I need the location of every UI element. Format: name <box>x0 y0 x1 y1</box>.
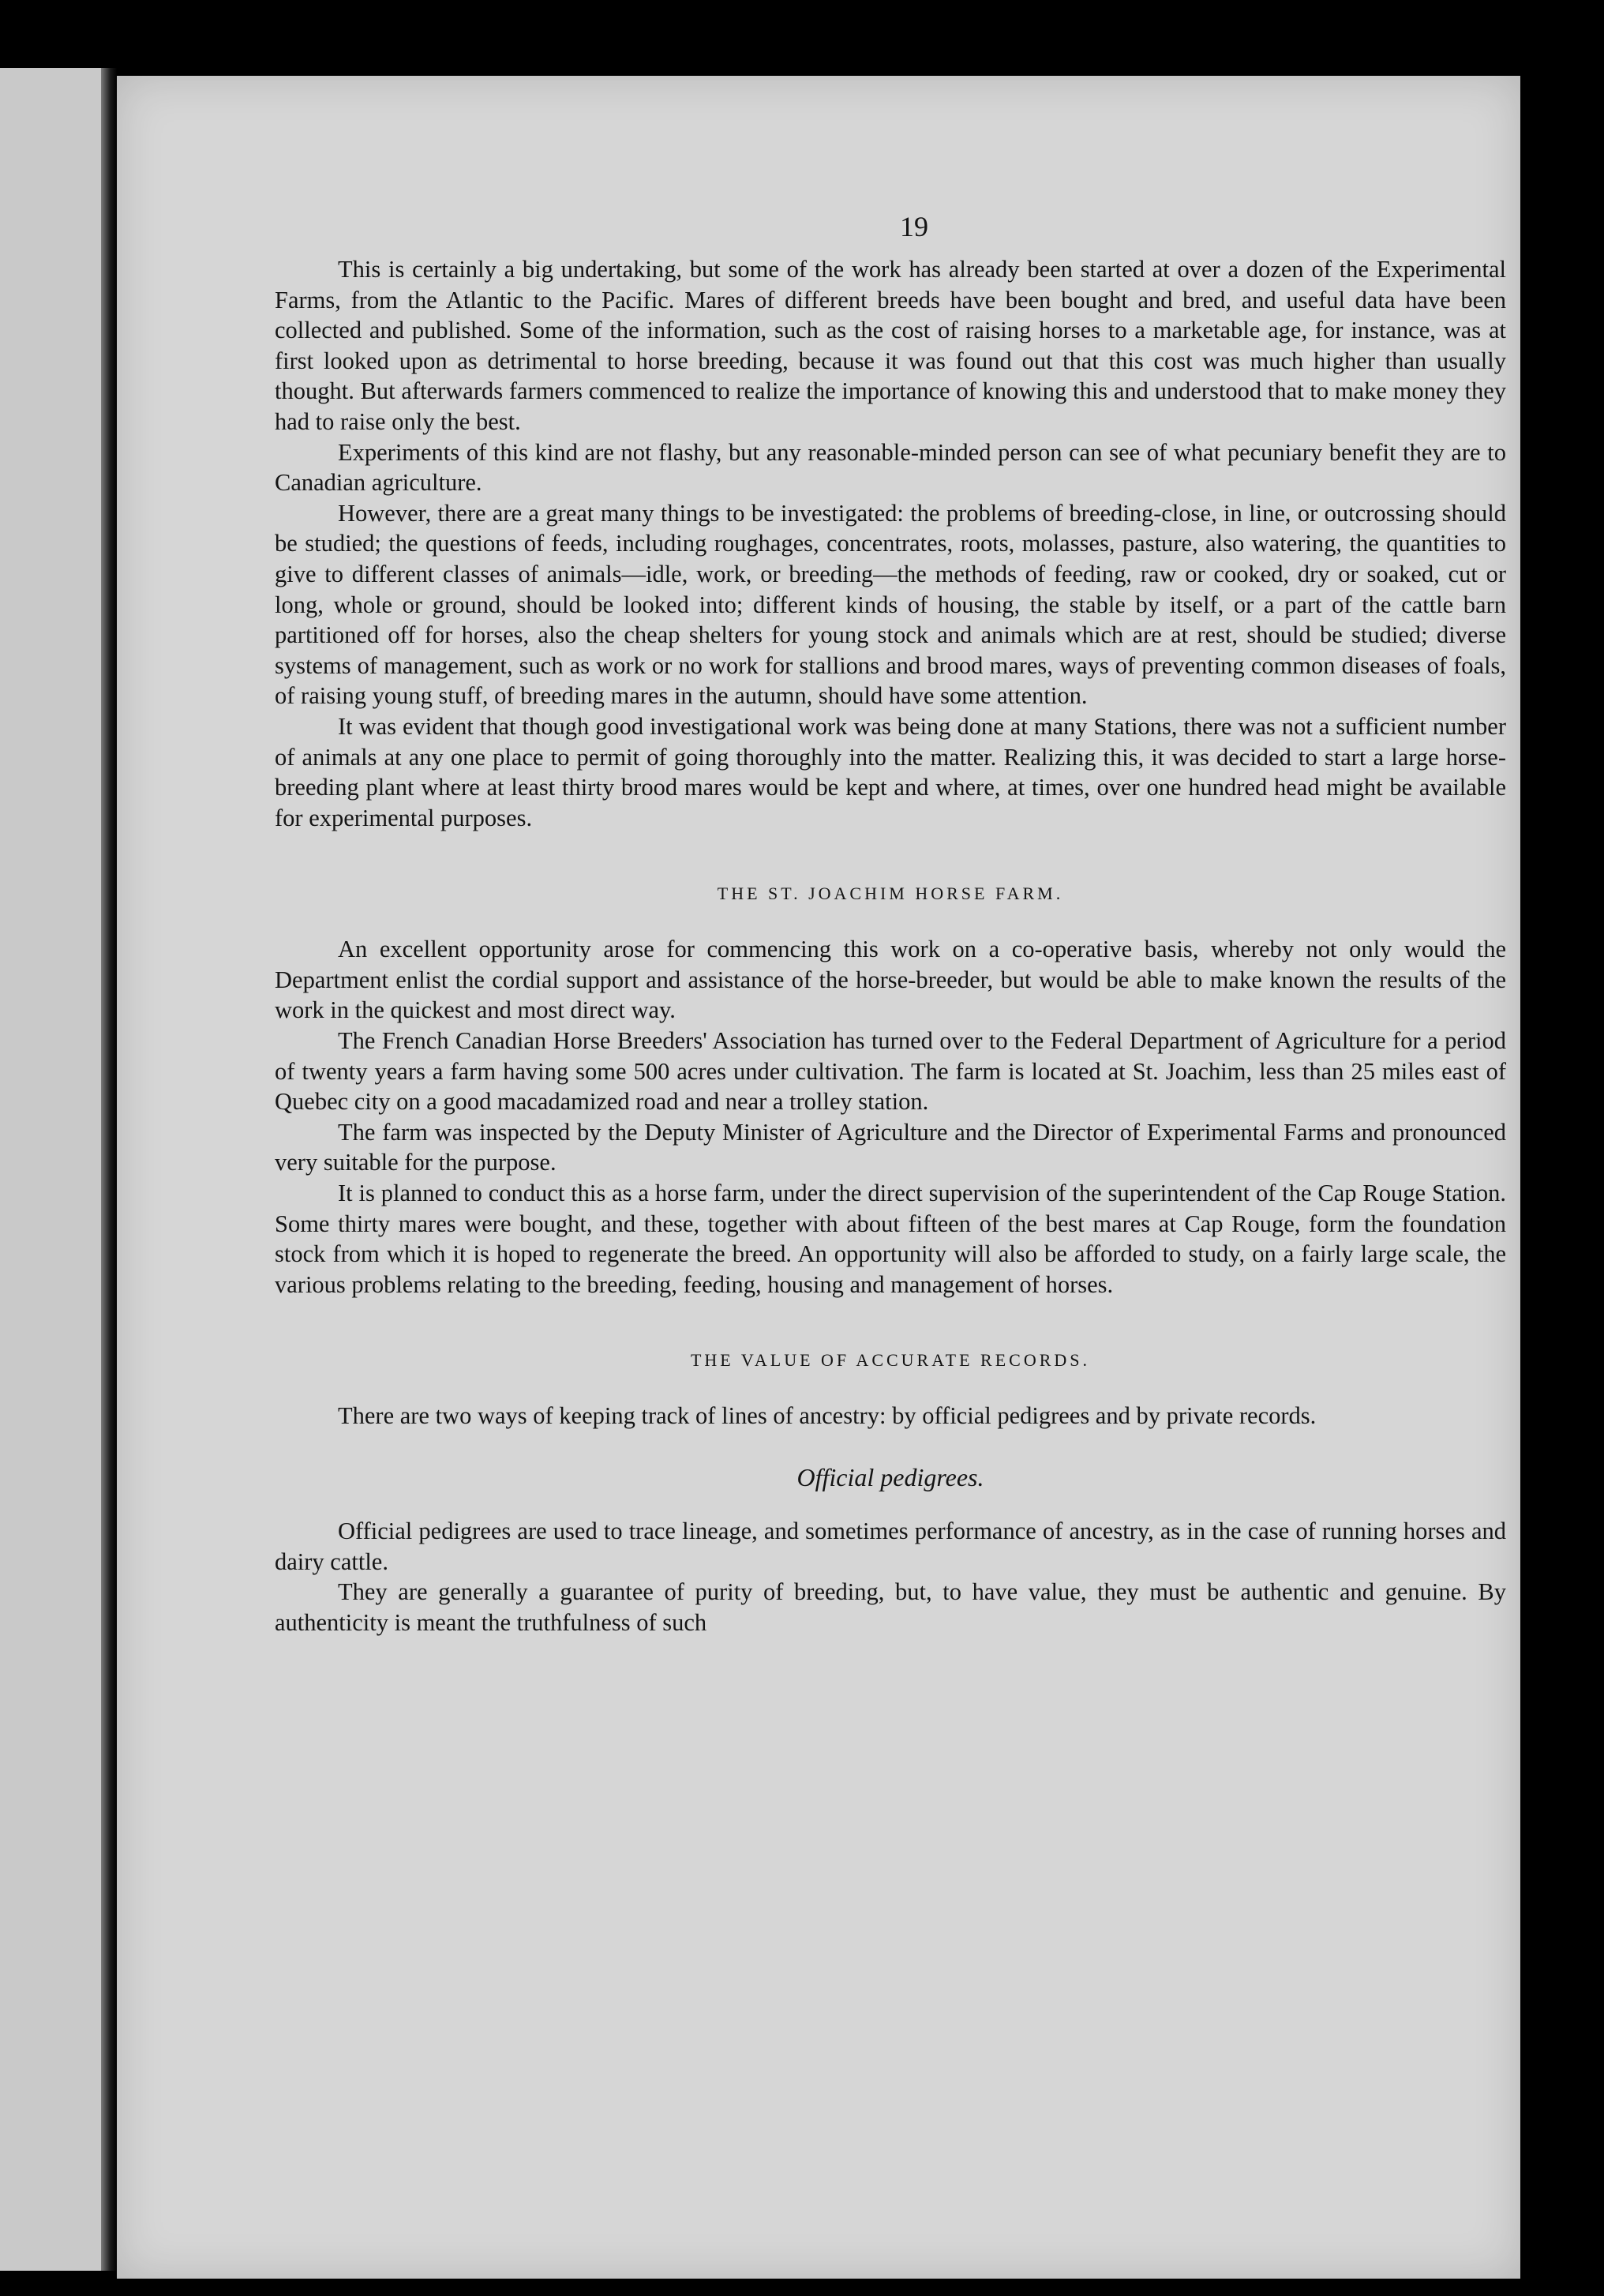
paragraph: They are generally a guarantee of purity of breeding, but, to have value, they must be authentic and genuine. By authenticity is meant the truthfulness of such <box>275 1578 1506 1636</box>
subsection-heading-pedigrees: Official pedigrees. <box>796 1463 984 1491</box>
left-page-edge <box>0 68 101 2271</box>
paragraph: An excellent opportunity arose for commencing this work on a co-operative basis, whereby not only would the Department enlist the cordial support and assistance of the horse-breeder, but would be able to make known the results of the work in the quickest and most direct way. <box>275 936 1506 1024</box>
paragraph: The farm was inspected by the Deputy Minister of Agriculture and the Director of Experimental Farms and pronounced very suitable for the purpose. <box>275 1118 1506 1176</box>
paragraph: However, there are a great many things to be investigated: the problems of breeding-close, in line, or outcrossing should be studied; the questions of feeds, including roughages, concentrates, roots, molasses, pasture, also watering, the quantities to give to different classes of animals—idle, work, or breeding—the methods of feeding, raw or cooked, dry or soaked, cut or long, whole or ground, should be looked into; different kinds of housing, the stable by itself, or a part of the cattle barn partitioned off for horses, also the cheap shelters for young stock and animals which are at rest, should be studied; diverse systems of management, such as work or no work for stallions and brood mares, ways of preventing common diseases of foals, of raising young stuff, of breeding mares in the autumn, should have some attention. <box>275 499 1506 710</box>
page-number: 19 <box>900 211 928 242</box>
paragraph: Official pedigrees are used to trace lineage, and sometimes performance of ancestry, as in the case of running horses and dairy cattle. <box>275 1518 1506 1575</box>
paragraph: The French Canadian Horse Breeders' Association has turned over to the Federal Department of Agriculture for a period of twenty years a farm having some 500 acres under cultivation. The farm is located at St. Joachim, less than 25 miles east of Quebec city on a good macadamized road and near a trolley station. <box>275 1027 1506 1116</box>
paragraph: This is certainly a big undertaking, but some of the work has already been started at over a dozen of the Experimental Farms, from the Atlantic to the Pacific. Mares of different breeds have been bought and bred, and useful data have been collected and published. Some of the information, such as the cost of raising horses to a marketable age, for instance, was at first looked upon as detrimental to horse breeding, because it was found out that this cost was much higher than usually thought. But afterwards farmers commenced to realize the importance of knowing this and understood that to make money they had to raise only the best. <box>275 256 1506 435</box>
section-heading-farm: THE ST. JOACHIM HORSE FARM. <box>717 884 1064 904</box>
paragraph: It is planned to conduct this as a horse farm, under the direct supervision of the superintendent of the Cap Rouge Station. Some thirty mares were bought, and these, together with about fifteen of the best mares at Cap Rouge, form the foundation stock from which it is hoped to regenerate the breed. An opportunity will also be afforded to study, on a fairly large scale, the various problems relating to the breeding, feeding, housing and management of horses. <box>275 1180 1506 1298</box>
book-gutter <box>101 68 117 2271</box>
page-content <box>275 210 1506 1638</box>
paragraph: There are two ways of keeping track of lines of ancestry: by official pedigrees and by private records. <box>338 1402 1317 1430</box>
section-heading-records: THE VALUE OF ACCURATE RECORDS. <box>690 1350 1091 1371</box>
paragraph: Experiments of this kind are not flashy, but any reasonable-minded person can see of what pecuniary benefit they are to Canadian agriculture. <box>275 438 1506 497</box>
document-page <box>117 76 1520 2279</box>
paragraph: It was evident that though good investigational work was being done at many Stations, there was not a sufficient number of animals at any one place to permit of going thoroughly into the matter. Realizing this, it was decided to start a large horse-breeding plant where at least thirty brood mares would be kept and where, at times, over one hundred head might be available for experimental purposes. <box>275 712 1506 831</box>
